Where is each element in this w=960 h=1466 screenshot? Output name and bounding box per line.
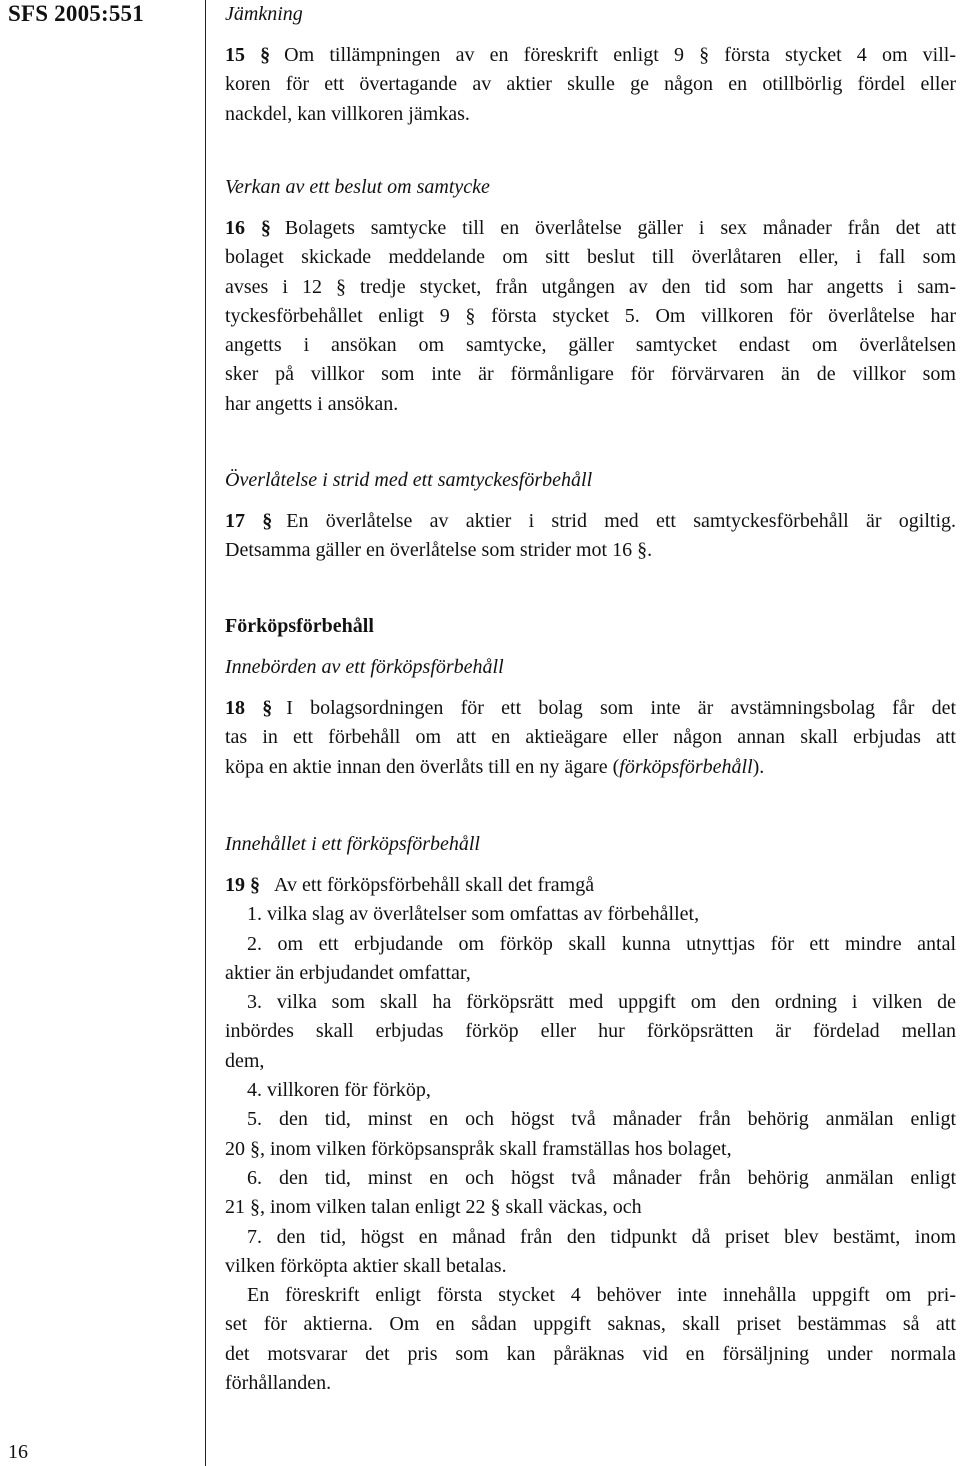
- list-item-5: 5. den tid, minst en och högst två månader från behörig anmälan enligt: [247, 1108, 956, 1131]
- section-number: 16: [225, 217, 245, 239]
- paragraph-15-line: koren för ett övertagande av aktier skulle ge någon en otillbörlig fördel eller: [225, 73, 956, 96]
- text-line: Om tillämpningen av en föreskrift enligt 9 § första stycket 4 om vill-: [284, 44, 957, 66]
- heading-verkan: Verkan av ett beslut om samtycke: [225, 176, 490, 198]
- paragraph-16-line: bolaget skickade meddelande om sitt beslut till överlåtaren eller, i fall som: [225, 246, 956, 269]
- text-line: I bolagsordningen för ett bolag som inte är avstämningsbolag får det: [286, 697, 957, 719]
- list-item-3-cont: dem,: [225, 1049, 265, 1072]
- paragraph-16-line: sker på villkor som inte är förmånligare för förvärvaren än de villkor som: [225, 363, 956, 386]
- text-line: En överlåtelse av aktier i strid med ett samtyckesförbehåll är ogiltig.: [286, 510, 957, 532]
- text-line: Av ett förköpsförbehåll skall det framgå: [274, 874, 595, 896]
- closing-paragraph-cont: set för aktierna. Om en sådan uppgift saknas, skall priset bestämmas så att: [225, 1313, 956, 1336]
- paragraph-17-line: Detsamma gäller en överlåtelse som strider mot 16 §.: [225, 539, 653, 562]
- section-number: 15: [225, 44, 245, 66]
- list-item-3-cont: inbördes skall erbjudas förköp eller hur förköpsrätten är fördelad mellan: [225, 1020, 956, 1043]
- list-item-6: 6. den tid, minst en och högst två månader från behörig anmälan enligt: [247, 1166, 956, 1189]
- paragraph-18-line: 18 § I bolagsordningen för ett bolag som inte är avstämningsbolag får det: [225, 697, 957, 719]
- list-item-2-cont: aktier än erbjudandet omfattar,: [225, 961, 471, 984]
- paragraph-19-intro: 19 § Av ett förköpsförbehåll skall det framgå: [225, 874, 595, 896]
- section-15: [225, 0, 956, 129]
- paragraph-16-line: 16 § Bolagets samtycke till en överlåtelse gäller i sex månader från det att: [225, 217, 956, 239]
- chapter-title-forkopsforbehall: Förköpsförbehåll: [225, 615, 374, 637]
- section-18: [225, 612, 956, 782]
- heading-jamkning: Jämkning: [225, 3, 303, 25]
- section-19: [225, 830, 956, 1398]
- closing-paragraph-cont: förhållanden.: [225, 1372, 332, 1395]
- list-item-7: 7. den tid, högst en månad från den tidpunkt då priset blev bestämt, inom: [247, 1225, 956, 1248]
- section-17: [225, 466, 956, 566]
- list-item-5-cont: 20 §, inom vilken förköpsanspråk skall framställas hos bolaget,: [225, 1137, 732, 1160]
- closing-paragraph: En föreskrift enligt första stycket 4 behöver inte innehålla uppgift om pri-: [247, 1284, 956, 1307]
- list-item-3: 3. vilka som skall ha förköpsrätt med uppgift om den ordning i vilken de: [247, 991, 956, 1014]
- paragraph-18-line: tas in ett förbehåll om att en aktieägare eller någon annan skall erbjudas att: [225, 726, 956, 749]
- section-number: 19: [225, 874, 245, 896]
- defined-term: förköpsförbehåll: [619, 755, 753, 778]
- paragraph-15-line: nackdel, kan villkoren jämkas.: [225, 102, 470, 125]
- list-item-1: 1. vilka slag av överlåtelser som omfattas av förbehållet,: [247, 903, 700, 926]
- paragraph-16-line: tyckesförbehållet enligt 9 § första stycket 5. Om villkoren för överlåtelse har: [225, 304, 956, 327]
- list-item-6-cont: 21 §, inom vilken talan enligt 22 § skall väckas, och: [225, 1196, 642, 1219]
- page-number: 16: [8, 1441, 28, 1463]
- paragraph-17-line: 17 § En överlåtelse av aktier i strid med ett samtyckesförbehåll är ogiltig.: [225, 510, 957, 532]
- paragraph-15-line: 15 § Om tillämpningen av en föreskrift enligt 9 § första stycket 4 om vill-: [225, 44, 957, 66]
- heading-innehall: Innehållet i ett förköpsförbehåll: [225, 833, 480, 855]
- list-item-4: 4. villkoren för förköp,: [247, 1079, 431, 1102]
- section-number: 18: [225, 697, 245, 719]
- paragraph-16-line: avses i 12 § tredje stycket, från utgången av den tid som har angetts i sam-: [225, 275, 956, 298]
- section-number: 17: [225, 510, 245, 532]
- paragraph-16-line: har angetts i ansökan.: [225, 392, 399, 415]
- paragraph-16-line: angetts i ansökan om samtycke, gäller samtycket endast om överlåtelsen: [225, 334, 956, 357]
- list-item-7-cont: vilken förköpta aktier skall betalas.: [225, 1254, 507, 1277]
- closing-paragraph-cont: det motsvarar det pris som kan påräknas vid en försäljning under normala: [225, 1342, 956, 1365]
- section-16: [225, 173, 956, 419]
- heading-innebord: Innebörden av ett förköpsförbehåll: [225, 656, 504, 678]
- list-item-2: 2. om ett erbjudande om förköp skall kunna utnyttjas för ett mindre antal: [247, 932, 956, 955]
- sfs-number: SFS 2005:551: [8, 1, 144, 26]
- margin-rule: [205, 0, 206, 1466]
- heading-overlatelse: Överlåtelse i strid med ett samtyckesförbehåll: [225, 469, 593, 491]
- paragraph-18-line: köpa en aktie innan den överlåts till en ny ägare (förköpsförbehåll).: [225, 755, 765, 778]
- text-line: Bolagets samtycke till en överlåtelse gäller i sex månader från det att: [284, 217, 956, 239]
